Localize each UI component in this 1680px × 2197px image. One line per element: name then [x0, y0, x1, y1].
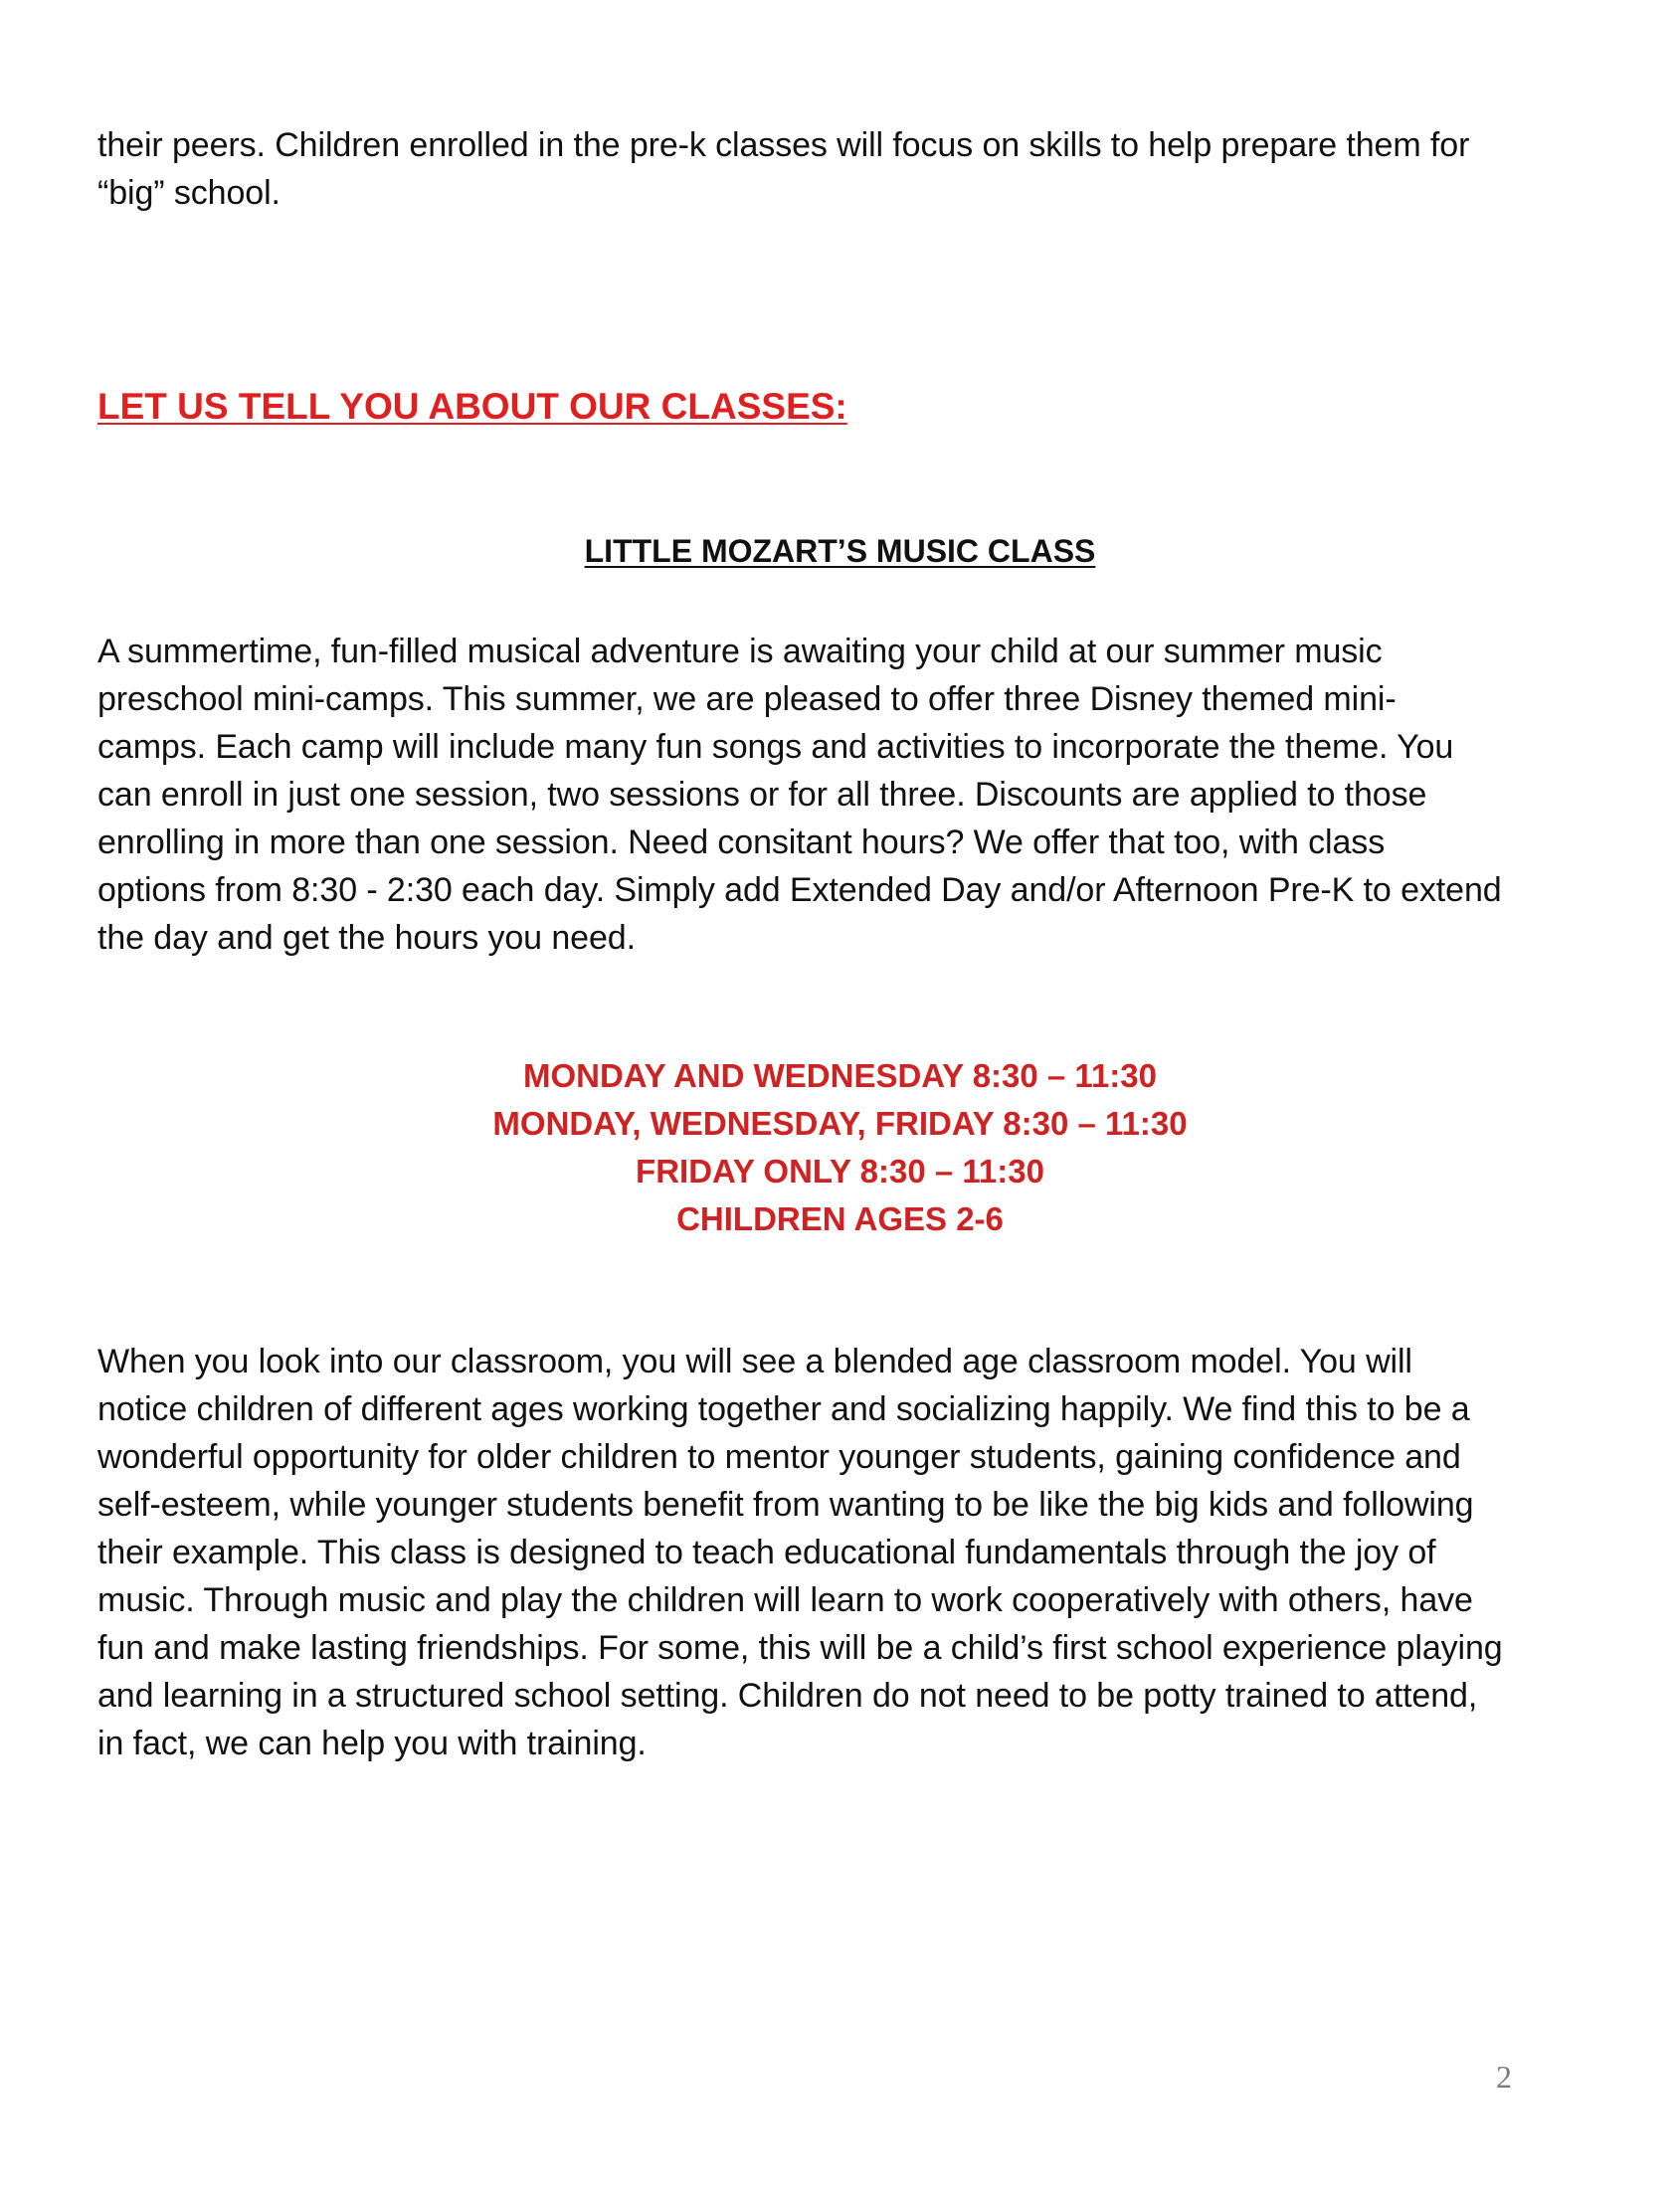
- schedule-item-ages: CHILDREN AGES 2-6: [676, 1200, 1004, 1237]
- classroom-paragraph: When you look into our classroom, you will see a blended age classroom model. You will notice children of different ages working together and socializing happily. We find this to be a wonderful opportunity for older children to mentor younger students, gaining confidence and self-esteem, while younger students benefit from wanting to be like the big kids and following their example. This class is designed to teach educational fundamentals through the joy of music. Through music and play the children will learn to work cooperatively with others, have fun and make lasting friendships. For some, this will be a child’s first school experience playing and learning in a structured school setting. Children do not need to be potty trained to attend, in fact, we can help you with training.: [97, 1343, 1503, 1762]
- schedule-item-mon-wed-fri: MONDAY, WEDNESDAY, FRIDAY 8:30 – 11:30: [492, 1105, 1188, 1142]
- class-description-paragraph: A summertime, fun-filled musical adventure is awaiting your child at our summer music preschool mini-camps. This summer, we are pleased to offer three Disney themed mini- camps. Each camp will include many fun songs and activities to incorporate the theme. You can enroll in just one session, two sessions or for all three. Discounts are applied to those enrolling in more than one session. Need consitant hours? We offer that too, with class options from 8:30 - 2:30 each day. Simply add Extended Day and/or Afternoon Pre-K to extend the day and get the hours you need.: [97, 633, 1502, 957]
- page-number: 2: [1496, 2059, 1512, 2095]
- intro-paragraph: their peers. Children enrolled in the pre-k classes will focus on skills to help prepare them for “big” school.: [97, 126, 1470, 212]
- schedule-list: [0, 1052, 1680, 1243]
- section-heading: LET US TELL YOU ABOUT OUR CLASSES:: [97, 386, 847, 427]
- schedule-item-mon-wed: MONDAY AND WEDNESDAY 8:30 – 11:30: [522, 1057, 1158, 1094]
- class-title: LITTLE MOZART’S MUSIC CLASS: [584, 533, 1096, 569]
- schedule-item-fri-only: FRIDAY ONLY 8:30 – 11:30: [636, 1153, 1044, 1190]
